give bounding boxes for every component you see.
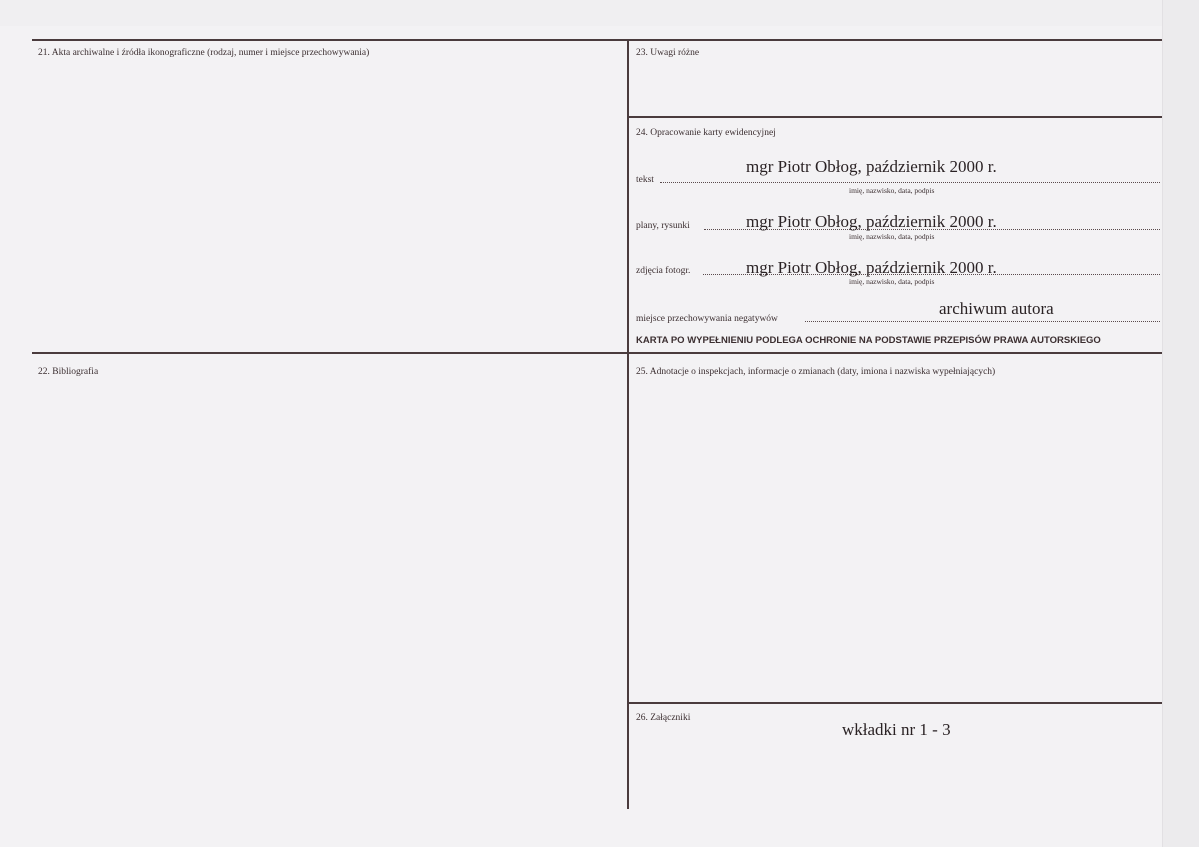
tekst-dotline <box>660 182 1160 183</box>
section-26-value: wkładki nr 1 - 3 <box>842 720 951 739</box>
middle-rule <box>32 352 1162 354</box>
section-26-label: 26. Załączniki <box>636 713 691 723</box>
miejsce-dotline <box>805 321 1160 322</box>
section-22-label: 22. Bibliografia <box>38 367 99 377</box>
zdjecia-label: zdjęcia fotogr. <box>636 266 691 276</box>
zdjecia-caption: imię, nazwisko, data, podpis <box>849 277 935 286</box>
plany-label: plany, rysunki <box>636 221 690 231</box>
section-21-label: 21. Akta archiwalne i źródła ikonograficzne (rodzaj, numer i miejsce przechowywania) <box>38 48 370 58</box>
tekst-value: mgr Piotr Obłog, październik 2000 r. <box>746 157 997 176</box>
miejsce-label: miejsce przechowywania negatywów <box>636 314 778 324</box>
rule-25-26 <box>627 702 1162 704</box>
zdjecia-value: mgr Piotr Obłog, październik 2000 r. <box>746 258 997 277</box>
plany-value: mgr Piotr Obłog, październik 2000 r. <box>746 212 997 231</box>
tekst-caption: imię, nazwisko, data, podpis <box>849 186 935 195</box>
right-edge <box>1162 0 1199 847</box>
section-25-label: 25. Adnotacje o inspekcjach, informacje o zmianach (daty, imiona i nazwiska wypełniających) <box>636 367 996 377</box>
top-rule <box>32 39 1162 41</box>
section-23-label: 23. Uwagi różne <box>636 48 700 58</box>
top-edge <box>0 0 1199 26</box>
rule-23-24 <box>627 116 1162 118</box>
section-24-label: 24. Opracowanie karty ewidencyjnej <box>636 128 776 138</box>
miejsce-value: archiwum autora <box>939 299 1054 318</box>
center-divider <box>627 39 629 809</box>
copyright-notice: KARTA PO WYPEŁNIENIU PODLEGA OCHRONIE NA PODSTAWIE PRZEPISÓW PRAWA AUTORSKIEGO <box>636 335 1101 346</box>
plany-caption: imię, nazwisko, data, podpis <box>849 232 935 241</box>
tekst-label: tekst <box>636 175 654 185</box>
